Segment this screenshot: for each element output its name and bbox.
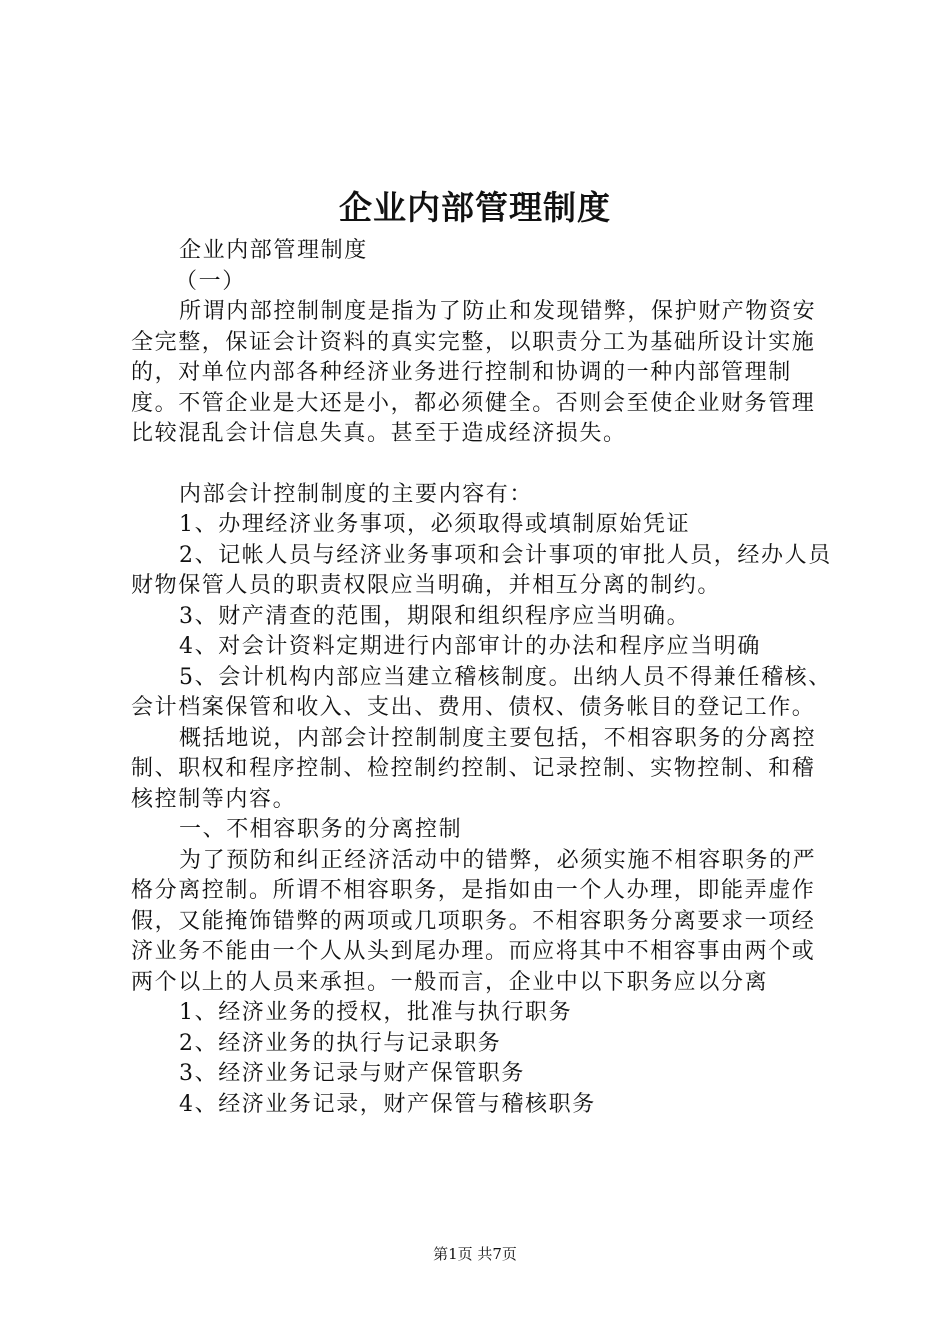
paragraph-section-number: （一） bbox=[175, 268, 246, 294]
paragraph-spacer bbox=[131, 450, 836, 480]
list-item: 2、记帐人员与经济业务事项和会计事项的审批人员，经办人员财物保管人员的职责权限应当明确，并相互分离的制约。 bbox=[131, 542, 832, 598]
paragraph-summary: 概括地说，内部会计控制制度主要包括，不相容职务的分离控制、职权和程序控制、检控制约控制、记录控制、实物控制、和稽核控制等内容。 bbox=[131, 725, 817, 812]
paragraph-separation-control: 为了预防和纠正经济活动中的错弊，必须实施不相容职务的严格分离控制。所谓不相容职务，是指如由一个人办理，即能弄虚作假，又能掩饰错弊的两项或几项职务。不相容职务分离要求一项经济业务不能由一个人从头到尾办理。而应将其中不相容事由两个或两个以上的人员来承担。一般而言，企业中以下职务应以分离 bbox=[131, 847, 817, 995]
list-item: 3、经济业务记录与财产保管职务 bbox=[179, 1061, 525, 1086]
list-item: 1、办理经济业务事项，必须取得或填制原始凭证 bbox=[179, 512, 691, 537]
page-footer: 第1页 共7页 bbox=[433, 1245, 517, 1263]
document-body bbox=[131, 236, 836, 1120]
list-item: 1、经济业务的授权，批准与执行职务 bbox=[179, 1000, 573, 1025]
paragraph-definition: 所谓内部控制制度是指为了防止和发现错弊，保护财产物资安全完整，保证会计资料的真实完整，以职责分工为基础所设计实施的，对单位内部各种经济业务进行控制和协调的一种内部管理制度。不管企业是大还是小，都必须健全。否则会至使企业财务管理比较混乱会计信息失真。甚至于造成经济损失。 bbox=[131, 299, 817, 446]
paragraph-subtitle: 企业内部管理制度 bbox=[179, 238, 368, 263]
document-title: 企业内部管理制度 bbox=[339, 188, 611, 227]
section-heading: 一、不相容职务的分离控制 bbox=[179, 817, 463, 842]
paragraph-contents-heading: 内部会计控制制度的主要内容有： bbox=[179, 481, 534, 507]
list-item: 3、财产清查的范围，期限和组织程序应当明确。 bbox=[179, 603, 691, 629]
list-item: 5、会计机构内部应当建立稽核制度。出纳人员不得兼任稽核、会计档案保管和收入、支出、费用、债权、债务帐目的登记工作。 bbox=[131, 664, 832, 720]
list-item: 2、经济业务的执行与记录职务 bbox=[179, 1030, 502, 1056]
list-item: 4、对会计资料定期进行内部审计的办法和程序应当明确 bbox=[179, 634, 761, 659]
list-item: 4、经济业务记录，财产保管与稽核职务 bbox=[179, 1091, 596, 1117]
